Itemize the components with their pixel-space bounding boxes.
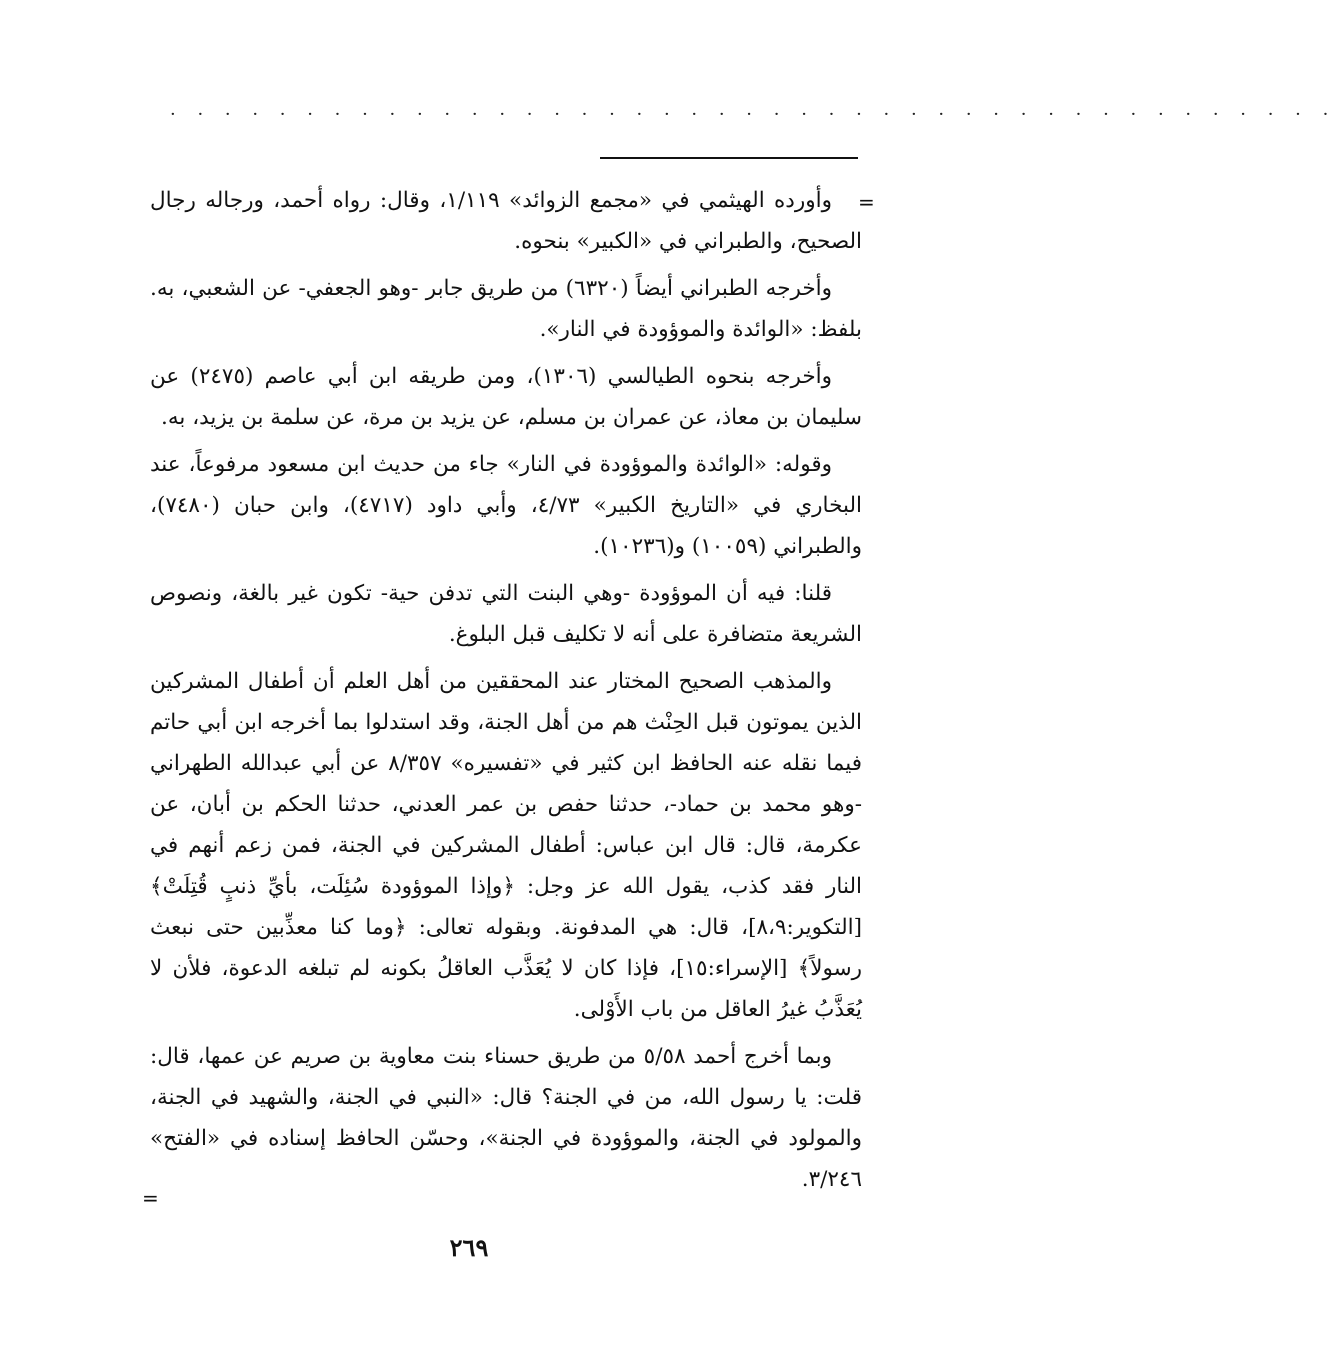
continuation-mark-top: = [858,190,875,214]
header-dotted-separator: · · · · · · · · · · · · · · · · · · · · · · · · · · · · · · · · · · · · · · · · · · · [170,104,1336,125]
footnote-paragraph-3: وأخرجه بنحوه الطيالسي (١٣٠٦)، ومن طريقه ابن أبي عاصم (٢٤٧٥) عن سليمان بن معاذ، عن عمران بن مسلم، عن يزيد بن مرة، عن سلمة بن يزيد، به. [150,364,862,430]
footnote-paragraph-2: وأخرجه الطبراني أيضاً (٦٣٢٠) من طريق جابر -وهو الجعفي- عن الشعبي، به. بلفظ: «الوائدة والموؤودة في النار». [150,276,862,342]
page-number: ٢٦٩ [449,1233,489,1262]
footnote-text-block [150,180,862,1206]
footnote-paragraph-7: وبما أخرج أحمد ٥/٥٨ من طريق حسناء بنت معاوية بن صريم عن عمها، قال: قلت: يا رسول الله، من في الجنة؟ قال: «النبي في الجنة، والشهيد في الجنة، والمولود في الجنة، والموؤودة في الجنة»، وحسّن الحافظ إسناده في «الفتح» ٣/٢٤٦. [150,1044,862,1192]
footnote-paragraph-1: وأورده الهيثمي في «مجمع الزوائد» ١/١١٩، وقال: رواه أحمد، ورجاله رجال الصحيح، والطبراني في «الكبير» بنحوه. [150,188,862,254]
continuation-mark-bottom: = [142,1186,159,1210]
footnote-paragraph-6: والمذهب الصحيح المختار عند المحققين من أهل العلم أن أطفال المشركين الذين يموتون قبل الحِنْث هم من أهل الجنة، وقد استدلوا بما أخرجه ابن أبي حاتم فيما نقله عنه الحافظ ابن كثير في «تفسيره» ٨/٣٥٧ عن أبي عبدالله الطهراني -وهو محمد بن حماد-، حدثنا حفص بن عمر العدني، حدثنا الحكم بن أبان، عن عكرمة، قال: قال ابن عباس: أطفال المشركين في الجنة، فمن زعم أنهم في النار فقد كذب، يقول الله عز وجل: ﴿وإذا الموؤودة سُئِلَت، بأيِّ ذنبٍ قُتِلَتْ﴾ [التكوير:٨،٩]، قال: هي المدفونة. وبقوله تعالى: ﴿وما كنا معذِّبين حتى نبعث رسولاً﴾ [الإسراء:١٥]، فإذا كان لا يُعَذَّب العاقلُ بكونه لم تبلغه الدعوة، فلأن لا يُعَذَّبُ غيرُ العاقل من باب الأَوْلى. [150,669,863,1022]
footnote-paragraph-4: وقوله: «الوائدة والموؤودة في النار» جاء من حديث ابن مسعود مرفوعاً، عند البخاري في «التاريخ الكبير» ٤/٧٣، وأبي داود (٤٧١٧)، وابن حبان (٧٤٨٠)، والطبراني (١٠٠٥٩) و(١٠٢٣٦). [150,452,862,559]
footnote-paragraph-5: قلنا: فيه أن الموؤودة -وهي البنت التي تدفن حية- تكون غير بالغة، ونصوص الشريعة متضافرة على أنه لا تكليف قبل البلوغ. [150,581,862,647]
footnote-separator-rule [600,157,858,159]
